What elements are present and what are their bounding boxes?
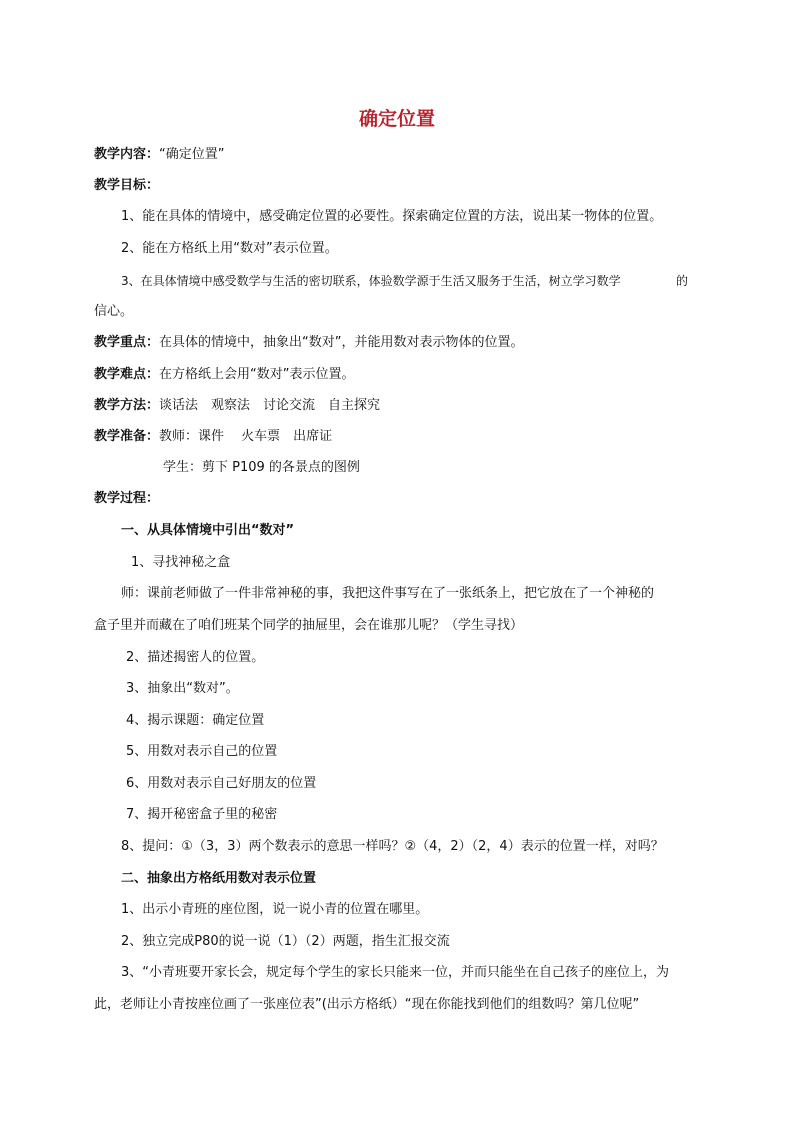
section1-step-1: 1、寻找神秘之盒 xyxy=(131,555,231,570)
section1-step-8: 8、提问：①（3，3）两个数表示的意思一样吗？②（4，2）（2，4）表示的位置一样，对吗？ xyxy=(121,839,664,854)
content-text: “确定位置” xyxy=(159,147,225,162)
methods-label: 教学方法： xyxy=(94,398,160,413)
process-label: 教学过程： xyxy=(94,491,160,506)
section1-heading: 一、从具体情境中引出“数对” xyxy=(121,523,295,538)
content-line xyxy=(94,146,225,164)
section2-heading: 二、抽象出方格纸用数对表示位置 xyxy=(121,871,317,886)
section1-step-3: 3、抽象出“数对”。 xyxy=(126,681,239,696)
section2-step-2: 2、独立完成P80的说一说（1）（2）两题，指生汇报交流 xyxy=(121,934,450,949)
prep-line xyxy=(94,428,332,446)
objective-3-tail: 的 xyxy=(676,274,689,288)
methods-text: 谈话法 观察法 讨论交流 自主探究 xyxy=(159,398,381,413)
section1-para-1a: 师：课前老师做了一件非常神秘的事，我把这件事写在了一张纸条上，把它放在了一个神秘的 xyxy=(121,586,655,601)
difficulty-label: 教学难点： xyxy=(94,367,160,382)
page-title: 确定位置 xyxy=(358,108,435,130)
section2-step-3b: 此，老师让小青按座位画了一张座位表”(出示方格纸）“现在你能找到他们的组数吗？第几位呢” xyxy=(94,997,640,1012)
content-label: 教学内容： xyxy=(94,147,160,162)
focus-label: 教学重点： xyxy=(94,335,160,350)
section1-step-4: 4、揭示课题：确定位置 xyxy=(126,713,265,728)
section1-para-1b: 盒子里并而藏在了咱们班某个同学的抽屉里，会在谁那儿呢？（学生寻找） xyxy=(94,618,524,633)
objective-3-cont: 信心。 xyxy=(94,304,134,319)
section1-step-6: 6、用数对表示自己好朋友的位置 xyxy=(126,776,317,791)
section1-step-7: 7、揭开秘密盒子里的秘密 xyxy=(126,807,278,822)
section2-step-3a: 3、“小青班要开家长会，规定每个学生的家长只能来一位，并而只能坐在自己孩子的座位上，为 xyxy=(121,965,670,980)
objectives-label: 教学目标： xyxy=(94,178,160,193)
objective-3: 3、在具体情境中感受数学与生活的密切联系，体验数学源于生活又服务于生活，树立学习数学 xyxy=(121,274,621,288)
prep-teacher: 教师：课件 火车票 出席证 xyxy=(159,429,333,444)
difficulty-line xyxy=(94,366,355,384)
methods-line xyxy=(94,397,380,415)
section1-step-2: 2、描述揭密人的位置。 xyxy=(126,650,265,665)
prep-label: 教学准备： xyxy=(94,429,160,444)
objective-2: 2、能在方格纸上用“数对”表示位置。 xyxy=(121,241,338,256)
focus-line xyxy=(94,334,524,352)
difficulty-text: 在方格纸上会用“数对”表示位置。 xyxy=(159,367,355,382)
section2-step-1: 1、出示小青班的座位图，说一说小青的位置在哪里。 xyxy=(121,902,429,917)
objective-1: 1、能在具体的情境中，感受确定位置的必要性。探索确定位置的方法，说出某一物体的位置。 xyxy=(121,209,663,224)
prep-student: 学生：剪下 P109 的各景点的图例 xyxy=(163,460,360,475)
focus-text: 在具体的情境中，抽象出“数对”，并能用数对表示物体的位置。 xyxy=(159,335,524,350)
section1-step-5: 5、用数对表示自己的位置 xyxy=(126,744,278,759)
